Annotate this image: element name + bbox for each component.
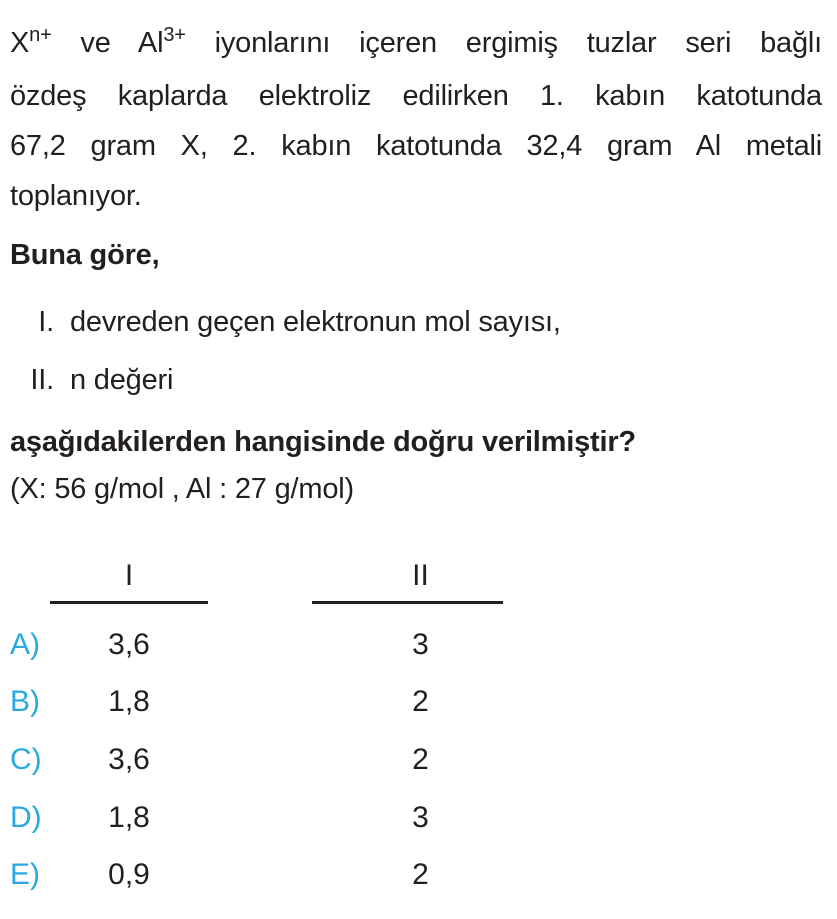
column-two-header: II	[312, 559, 503, 604]
option-row-a[interactable]	[10, 616, 822, 674]
ion-x-symbol: X	[10, 27, 30, 59]
question-statement	[10, 18, 822, 221]
option-e-letter[interactable]: E)	[10, 858, 40, 892]
molar-mass-values: (X: 56 g/mol , Al : 27 g/mol)	[10, 473, 354, 505]
option-b-value-1: 1,8	[108, 685, 150, 719]
option-c-value-1: 3,6	[108, 742, 150, 776]
option-b-value-2: 2	[412, 685, 429, 719]
option-d-value-1: 1,8	[108, 800, 150, 834]
question-line-3: 67,2 gram X, 2. kabın katotunda 32,4 gram Al metali	[10, 130, 822, 162]
list-item-2	[10, 355, 822, 405]
list-item-2-numeral: II.	[30, 364, 54, 396]
list-item-1-text: devreden geçen elektronun mol sayısı,	[70, 306, 561, 338]
question-stem: aşağıdakilerden hangisinde doğru verilmiştir?	[10, 426, 636, 458]
option-c-value-2: 2	[412, 742, 429, 776]
question-line-1-rest: iyonlarını içeren ergimiş tuzlar seri bağlı	[185, 27, 823, 59]
list-item-1	[10, 297, 822, 347]
answer-table	[10, 559, 822, 904]
list-item-1-numeral: I.	[38, 306, 54, 338]
column-one-header: I	[50, 559, 208, 604]
ion-x-charge-superscript: n+	[29, 24, 52, 46]
answer-options	[10, 616, 822, 904]
option-b-letter[interactable]: B)	[10, 685, 40, 719]
option-a-value-1: 3,6	[108, 627, 150, 661]
option-row-b[interactable]	[10, 674, 822, 732]
option-d-value-2: 3	[412, 800, 429, 834]
option-d-letter[interactable]: D)	[10, 800, 42, 834]
option-row-c[interactable]	[10, 731, 822, 789]
question-line-1	[10, 18, 822, 71]
option-a-letter[interactable]: A)	[10, 627, 40, 661]
option-row-e[interactable]	[10, 846, 822, 904]
question-line-2: özdeş kaplarda elektroliz edilirken 1. kabın katotunda	[10, 80, 822, 112]
option-a-value-2: 3	[412, 627, 429, 661]
question-line-4: toplanıyor.	[10, 180, 142, 212]
ion-al-charge-superscript: 3+	[163, 24, 186, 46]
option-e-value-2: 2	[412, 858, 429, 892]
option-e-value-1: 0,9	[108, 858, 150, 892]
lead-in-text: Buna göre,	[10, 239, 160, 271]
question-line-1-mid: ve Al	[51, 27, 164, 59]
list-item-2-text: n değeri	[70, 364, 174, 396]
roman-list	[10, 297, 822, 405]
option-row-d[interactable]	[10, 789, 822, 847]
option-c-letter[interactable]: C)	[10, 742, 42, 776]
answer-table-header	[10, 559, 822, 604]
